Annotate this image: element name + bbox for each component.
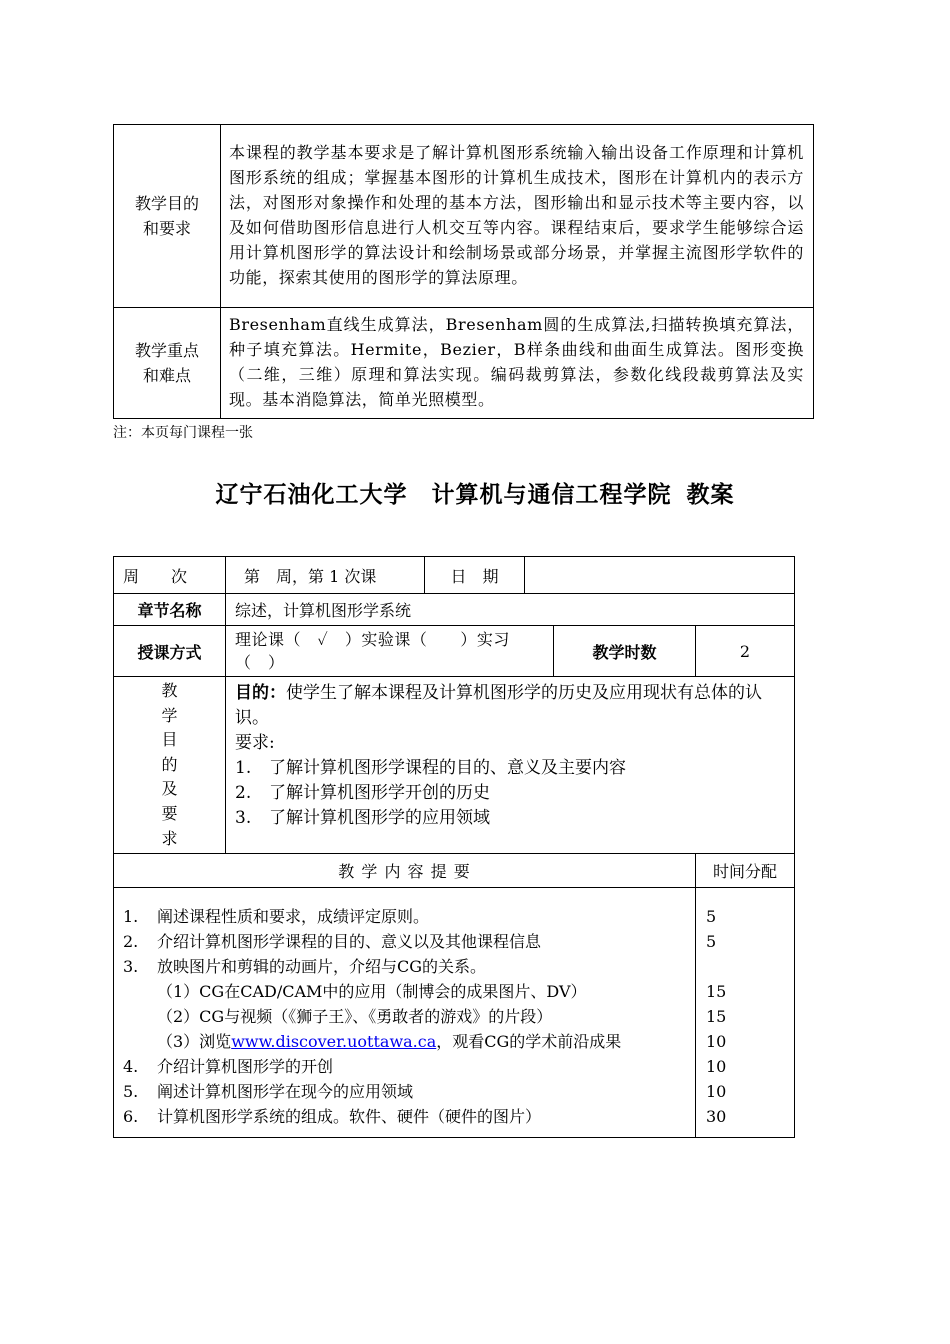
goals-label-char: 目	[161, 730, 178, 750]
content-item-text: 阐述课程性质和要求，成绩评定原则。	[157, 907, 430, 927]
requirement-item	[235, 806, 780, 831]
time-value: 10	[706, 1082, 727, 1102]
page-note: 注：本页每门课程一张	[113, 425, 253, 441]
goals-label-2: 和要求	[142, 219, 191, 238]
chapter-value: 综述，计算机图形学系统	[226, 594, 795, 626]
goals-label-char: 求	[161, 828, 178, 848]
goals-label-char: 教	[161, 681, 178, 700]
content-item-text: 阐述计算机图形学在现今的应用领域	[157, 1082, 414, 1102]
content-item	[123, 1079, 695, 1104]
content-item	[123, 904, 695, 929]
goals-content	[226, 677, 795, 854]
time-value: 15	[706, 1007, 727, 1027]
goals-prefix: 目的：	[235, 683, 286, 703]
date-label: 日 期	[425, 557, 525, 594]
keypoints-label-cell	[114, 308, 221, 419]
content-item-text: 介绍计算机图形学的开创	[157, 1057, 334, 1077]
content-item-num: 2.	[123, 932, 139, 952]
content-subitem: （2）CG与视频（《狮子王》、《勇敢者的游戏》的片段）	[157, 1007, 553, 1027]
requirement-item	[235, 781, 780, 806]
keypoints-label-1: 教学重点	[134, 341, 199, 360]
content-item	[123, 1054, 695, 1079]
hours-label: 教学时数	[554, 626, 696, 677]
content-item	[123, 1104, 695, 1129]
discover-link[interactable]: www.discover.uottawa.ca	[231, 1032, 437, 1052]
goals-label-char: 要	[161, 803, 178, 823]
content-item-text: 介绍计算机图形学课程的目的、意义以及其他课程信息	[157, 932, 542, 952]
goals-label-1: 教学目的	[134, 194, 199, 213]
browse-prefix: （3）浏览	[157, 1032, 232, 1052]
content-item-num: 1.	[123, 907, 139, 927]
content-list	[114, 888, 696, 1138]
content-item-text: 计算机图形学系统的组成。软件、硬件（硬件的图片）	[157, 1107, 542, 1127]
time-value: 15	[706, 982, 727, 1002]
content-item	[123, 954, 695, 979]
goals-label-char: 的	[161, 754, 178, 774]
requirement-num: 3.	[235, 808, 252, 828]
page-title: 辽宁石油化工大学 计算机与通信工程学院 教案	[215, 482, 735, 508]
time-header: 时间分配	[696, 854, 795, 888]
goals-purpose	[235, 681, 780, 731]
requirement-text: 了解计算机图形学开创的历史	[269, 783, 490, 803]
content-subitem: （1）CG在CAD/CAM中的应用（制博会的成果图片、DV）	[157, 982, 587, 1002]
lesson-plan-table	[113, 556, 795, 1138]
time-value: 10	[706, 1032, 727, 1052]
time-list	[696, 888, 795, 1138]
course-info-table	[113, 124, 814, 419]
chapter-label: 章节名称	[114, 594, 226, 626]
goals-text: 本课程的教学基本要求是了解计算机图形系统输入输出设备工作原理和计算机图形系统的组成；掌握基本图形的计算机生成技术，图形在计算机内的表示方法，对图形对象操作和处理的基本方法，图形输出和显示技术等主要内容，以及如何借助图形信息进行人机交互等内容。课程结束后，要求学生能够综合运用计算机图形学的算法设计和绘制场景或部分场景，并掌握主流图形学软件的功能，探索其使用的图形学的算法原理。	[221, 125, 814, 308]
hours-value: 2	[696, 626, 795, 677]
content-item-num: 6.	[123, 1107, 139, 1127]
requirement-text: 了解计算机图形学的应用领域	[269, 808, 490, 828]
content-header: 教 学 内 容 提 要	[114, 854, 696, 888]
keypoints-text: Bresenham直线生成算法，Bresenham圆的生成算法,扫描转换填充算法，种子填充算法。Hermite，Bezier，B样条曲线和曲面生成算法。图形变换（二维，三维）原理和算法实现。编码裁剪算法，参数化线段裁剪算法及实现。基本消隐算法，简单光照模型。	[221, 308, 814, 419]
content-item-text: 放映图片和剪辑的动画片，介绍与CG的关系。	[157, 957, 487, 977]
week-label: 周 次	[114, 557, 226, 594]
content-item-num: 5.	[123, 1082, 139, 1102]
method-value: 理论课（ ✓ ）实验课（ ）实习（ ）	[226, 626, 554, 677]
time-value: 10	[706, 1057, 727, 1077]
goals-vertical-label	[114, 677, 226, 854]
time-value: 5	[706, 907, 717, 927]
requirement-text: 了解计算机图形学课程的目的、意义及主要内容	[269, 758, 626, 778]
goals-label-char: 及	[161, 779, 178, 799]
goals-label-cell	[114, 125, 221, 308]
content-item	[123, 929, 695, 954]
time-value: 30	[706, 1107, 727, 1127]
requirement-num: 2.	[235, 783, 252, 803]
content-item-num: 3.	[123, 957, 139, 977]
content-item-num: 4.	[123, 1057, 139, 1077]
browse-suffix: ，观看CG的学术前沿成果	[436, 1032, 622, 1052]
goals-text-body: 使学生了解本课程及计算机图形学的历史及应用现状有总体的认识。	[235, 683, 762, 728]
requirement-item	[235, 756, 780, 781]
keypoints-label-2: 和难点	[142, 366, 191, 385]
requirements-label: 要求:	[235, 733, 275, 753]
method-label: 授课方式	[114, 626, 226, 677]
requirement-num: 1.	[235, 758, 252, 778]
date-value	[525, 557, 795, 594]
week-value: 第 周，第 1 次课	[226, 557, 425, 594]
goals-label-char: 学	[161, 705, 178, 725]
content-subitem-browse	[123, 1029, 695, 1054]
time-value: 5	[706, 932, 717, 952]
time-value	[706, 954, 794, 979]
